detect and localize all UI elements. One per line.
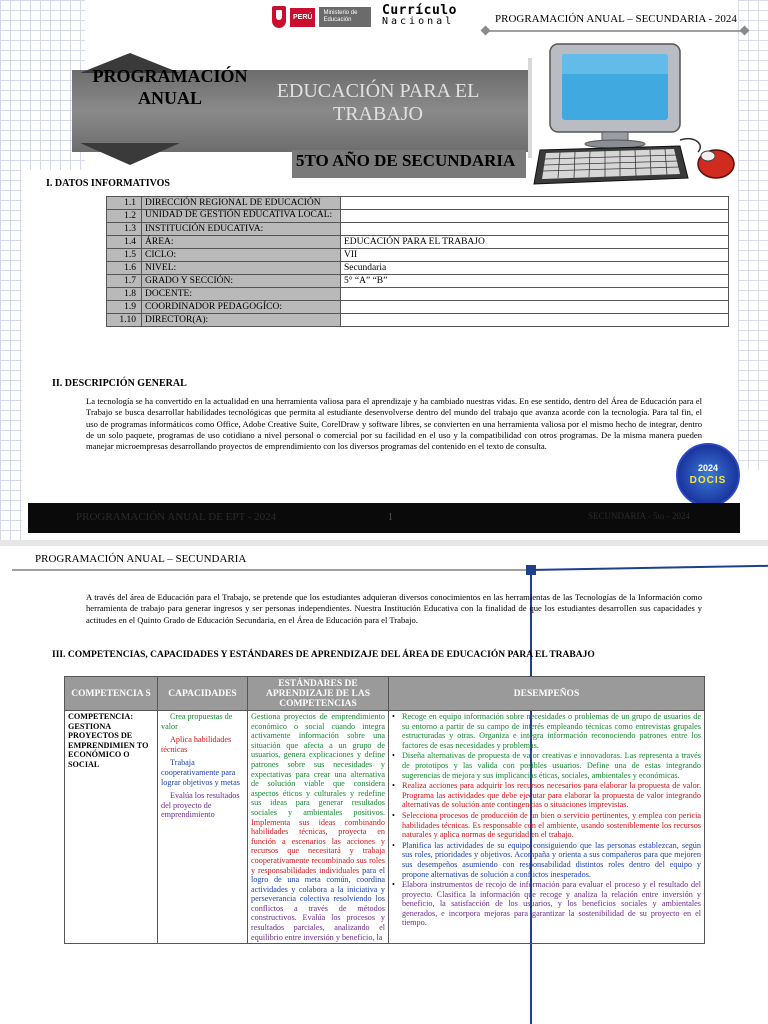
row-label: DIRECCIÓN REGIONAL DE EDUCACIÓN: [142, 197, 341, 210]
row-label: DOCENTE:: [142, 288, 341, 301]
capacidades-cell: [158, 711, 248, 944]
section-1-heading: I. DATOS INFORMATIVOS: [46, 178, 170, 189]
mouse-icon: [680, 139, 734, 178]
table-row: [107, 275, 729, 288]
header-rule: [485, 30, 745, 32]
row-value: [341, 314, 729, 327]
page-2-decor-line: [530, 565, 768, 571]
section-2-heading: II. DESCRIPCIÓN GENERAL: [52, 378, 187, 389]
table-row: [107, 249, 729, 262]
row-number: 1.9: [107, 301, 142, 314]
footer-left-text: PROGRAMACIÓN ANUAL DE EPT - 2024: [76, 511, 277, 523]
page-footer: [28, 503, 740, 533]
minedu-logo: [272, 6, 371, 28]
row-number: 1.8: [107, 288, 142, 301]
page-header-title: PROGRAMACIÓN ANUAL – SECUNDARIA - 2024: [495, 13, 737, 25]
desempeno-item: • Selecciona procesos de producción de un bien o servicio pertinentes, y emplea con pericia habilidades técnicas. Es responsable con el ambiente, usando sosteniblemente los recursos naturales y aplica normas de seguridad en el trabajo.: [392, 811, 701, 840]
capacidad-item: [161, 712, 244, 731]
row-label: NIVEL:: [142, 262, 341, 275]
desempeno-item: • Elabora instrumentos de recojo de información para evaluar el proceso y el resultado del proyecto. Clasifica la información que recoge y analiza la relación entre inversión y beneficio, la satisfacción de los usuarios, y los beneficios sociales y ambientales generados, e incorpora mejoras para garantizar la sostenibilidad de su proyecto en el tiempo.: [392, 880, 701, 928]
footer-right-text: SECUNDARIA - 5to - 2024: [588, 511, 691, 521]
row-label: CICLO:: [142, 249, 341, 262]
grid-pattern-right: [738, 0, 768, 470]
keyboard-icon: [534, 146, 688, 184]
estandar-text: conflictos a través de métodos constructivos. Evalúa los procesos y resultados parciales, analizando el equilibrio entre: [251, 903, 385, 942]
row-value: 5° “A” “B”: [341, 275, 729, 288]
description-paragraph: La tecnología se ha convertido en la actualidad en una herramienta valiosa para el aprendizaje y ha cambiado nuestras vidas. En ese sentido, dentro del Área de Educación para el Trabajo se busca desarrollar habilidades tecnológicas que permita al estudiante desenvolverse dentro del mundo del trabajo que avanza acorde con la tecnología. Para tal fin, el uso de programas informáticos como Office, Adobe Creative Suite, CorelDraw y software libres, se convierten en una herramienta valiosa por el mismo hecho de integrar, dentro de un solo paquete, programas de uso cotidiano a nivel personal o comercial por su facilidad en el uso y la compatibilidad con otros programas. De la misma manera pueden manejar microempresas desarrollando proyectos de emprendimiento con los diversos programas del contenido en el texto de consulta.: [86, 396, 702, 452]
table-row: [107, 210, 729, 223]
desempeno-item: • Diseña alternativas de propuesta de valor creativas e innovadoras. Las representa a través de prototipos y las valida con posibles usuarios. Define una de estas integrando sugerencias de mejora y sus implicancias éticas, sociales, ambientales y económicas.: [392, 751, 701, 780]
estandar-text: Implementa sus ideas combinando habilidades técnicas, proyecta en función a escenarios: [251, 817, 385, 846]
estandar-text: inversión y beneficio, la: [303, 932, 383, 942]
ministry-label: Ministerio de Educación: [319, 7, 371, 26]
row-value: VII: [341, 249, 729, 262]
row-value: [341, 223, 729, 236]
computer-illustration: [520, 40, 740, 190]
subject-title: EDUCACIÓN PARA EL TRABAJO: [276, 80, 480, 125]
grid-pattern-left: [0, 170, 22, 540]
program-title: PROGRAMACIÓN ANUAL: [92, 66, 248, 108]
capacidad-item: [161, 791, 244, 820]
estandares-cell: [248, 711, 389, 944]
page-2-header-rule: [12, 569, 532, 571]
curriculo-nacional-logo: [382, 4, 457, 27]
page-2-intro: A través del área de Educación para el Trabajo, se pretende que los estudiantes adquieran diversos conocimientos en las herramientas de las Tecnologías de la Información como herramienta de trabajo para generar ingresos y ser personas independientes. Nuestra Institución Educativa con la finalidad de que los estudiantes desarrollen sus capacidades y actitudes en el Quinto Grado de Educación Secundaria, en el Área de Educación para el Trabajo.: [86, 592, 702, 625]
seal-name: DOCIS: [689, 475, 727, 486]
page-number: 1: [388, 512, 393, 523]
row-number: 1.4: [107, 236, 142, 249]
table-row: [107, 236, 729, 249]
table-row: [107, 223, 729, 236]
table-row: [107, 314, 729, 327]
capacidad-text: Trabaja cooperativamente para lograr objetivos y metas: [161, 758, 240, 787]
info-table: [106, 196, 729, 327]
capacidad-item: [161, 735, 244, 754]
desempeno-item: • Realiza acciones para adquirir los recursos necesarios para elaborar la propuesta de valor. Programa las actividades que debe ejecutar para elaborar la propuesta de valor integrando alternativas de solución ante contingencias o situaciones imprevistas.: [392, 781, 701, 810]
row-number: 1.2: [107, 210, 142, 223]
capacidad-text: Crea propuestas de valor: [161, 712, 233, 731]
row-value: [341, 301, 729, 314]
section-3-heading: III. COMPETENCIAS, CAPACIDADES Y ESTÁNDARES DE APRENDIZAJE DEL ÁREA DE EDUCACIÓN PARA EL TRABAJO: [52, 650, 595, 660]
header-competencias: COMPETENCIA S: [65, 677, 158, 711]
curriculo-word: Currículo: [382, 3, 457, 18]
row-label: DIRECTOR(A):: [142, 314, 341, 327]
estandar-text: las acciones y recursos que necesitará y trabaja cooperativamente recombinado sus roles y responsabilidades individuales: [251, 836, 386, 875]
row-number: 1.5: [107, 249, 142, 262]
competency-table: [64, 676, 705, 944]
row-label: GRADO Y SECCIÓN:: [142, 275, 341, 288]
row-number: 1.7: [107, 275, 142, 288]
table-row: [65, 711, 705, 944]
estandar-text: Gestiona proyectos de emprendimiento económico o social cuando integra activamente información sobre una situación que afecta a un grupo de usuarios, genera explicaciones y define patrones sobre sus necesidades y expectativas para crear una alternativa de solución viable que considera aspectos éticos y culturales y redefine sus ideas para generar resultados sociales y ambientales positivos.: [251, 712, 385, 817]
table-row: [107, 262, 729, 275]
desempenos-list: [392, 712, 701, 928]
row-value: [341, 288, 729, 301]
docis-seal: [676, 443, 740, 507]
competencia-cell: COMPETENCIA: GESTIONA PROYECTOS DE EMPRENDIMIEN TO ECONÓMICO O SOCIAL: [65, 711, 158, 944]
table-row: [107, 197, 729, 210]
monitor-icon: [550, 44, 680, 148]
row-value: Secundaria: [341, 262, 729, 275]
estandar-text: para el logro de una meta común, coordina actividades y colabora a la iniciativa y perseverancia colectiva resolviendo los: [251, 865, 386, 904]
row-value: [341, 197, 729, 210]
nacional-word: Nacional: [382, 16, 455, 27]
row-number: 1.1: [107, 197, 142, 210]
table-header-row: [65, 677, 705, 711]
row-value: EDUCACIÓN PARA EL TRABAJO: [341, 236, 729, 249]
row-number: 1.6: [107, 262, 142, 275]
page-2-header: PROGRAMACIÓN ANUAL – SECUNDARIA: [35, 553, 247, 565]
banner-triangle-bottom: [80, 143, 180, 165]
row-number: 1.3: [107, 223, 142, 236]
row-label: UNIDAD DE GESTIÓN EDUCATIVA LOCAL:: [142, 210, 341, 223]
capacidad-text: Aplica habilidades técnicas: [161, 735, 232, 754]
desempenos-cell: [389, 711, 705, 944]
page-2-decor-square: [526, 565, 536, 575]
peru-label: PERÚ: [290, 8, 315, 27]
page-separator: [0, 540, 768, 546]
row-label: INSTITUCIÓN EDUCATIVA:: [142, 223, 341, 236]
table-row: [107, 288, 729, 301]
row-label: COORDINADOR PEDAGOGÍCO:: [142, 301, 341, 314]
row-label: ÁREA:: [142, 236, 341, 249]
desempeno-item: • Planifica las actividades de su equipo consiguiendo que las personas establezcan, según sus roles, prioridades y objetivos. Acompaña y orienta a sus compañeros para que mejoren sus desempeños asumiendo con responsabilidad distintos roles dentro del equipo y propone alternativas de solución a conflictos inesperados.: [392, 841, 701, 879]
row-value: [341, 210, 729, 223]
capacidad-text: Evalúa los resultados del proyecto de emprendimiento: [161, 791, 240, 820]
seal-year: 2024: [697, 463, 719, 473]
header-estandares: ESTÁNDARES DE APRENDIZAJE DE LAS COMPETENCIAS: [248, 677, 389, 711]
header-capacidades: CAPACIDADES: [158, 677, 248, 711]
grade-title: 5TO AÑO DE SECUNDARIA: [296, 151, 516, 170]
capacidad-item: [161, 758, 244, 787]
row-number: 1.10: [107, 314, 142, 327]
desempeno-item: • Recoge en equipo información sobre necesidades o problemas de un grupo de usuarios de su entorno a partir de su campo de interés empleando técnicas como entrevistas grupales estructuradas y otras. Organiza e integra información reconociendo patrones entre los factores de esas necesidades y problemas.: [392, 712, 701, 750]
peru-shield-icon: [272, 6, 286, 28]
header-desempenos: DESEMPEÑOS: [389, 677, 705, 711]
table-row: [107, 301, 729, 314]
